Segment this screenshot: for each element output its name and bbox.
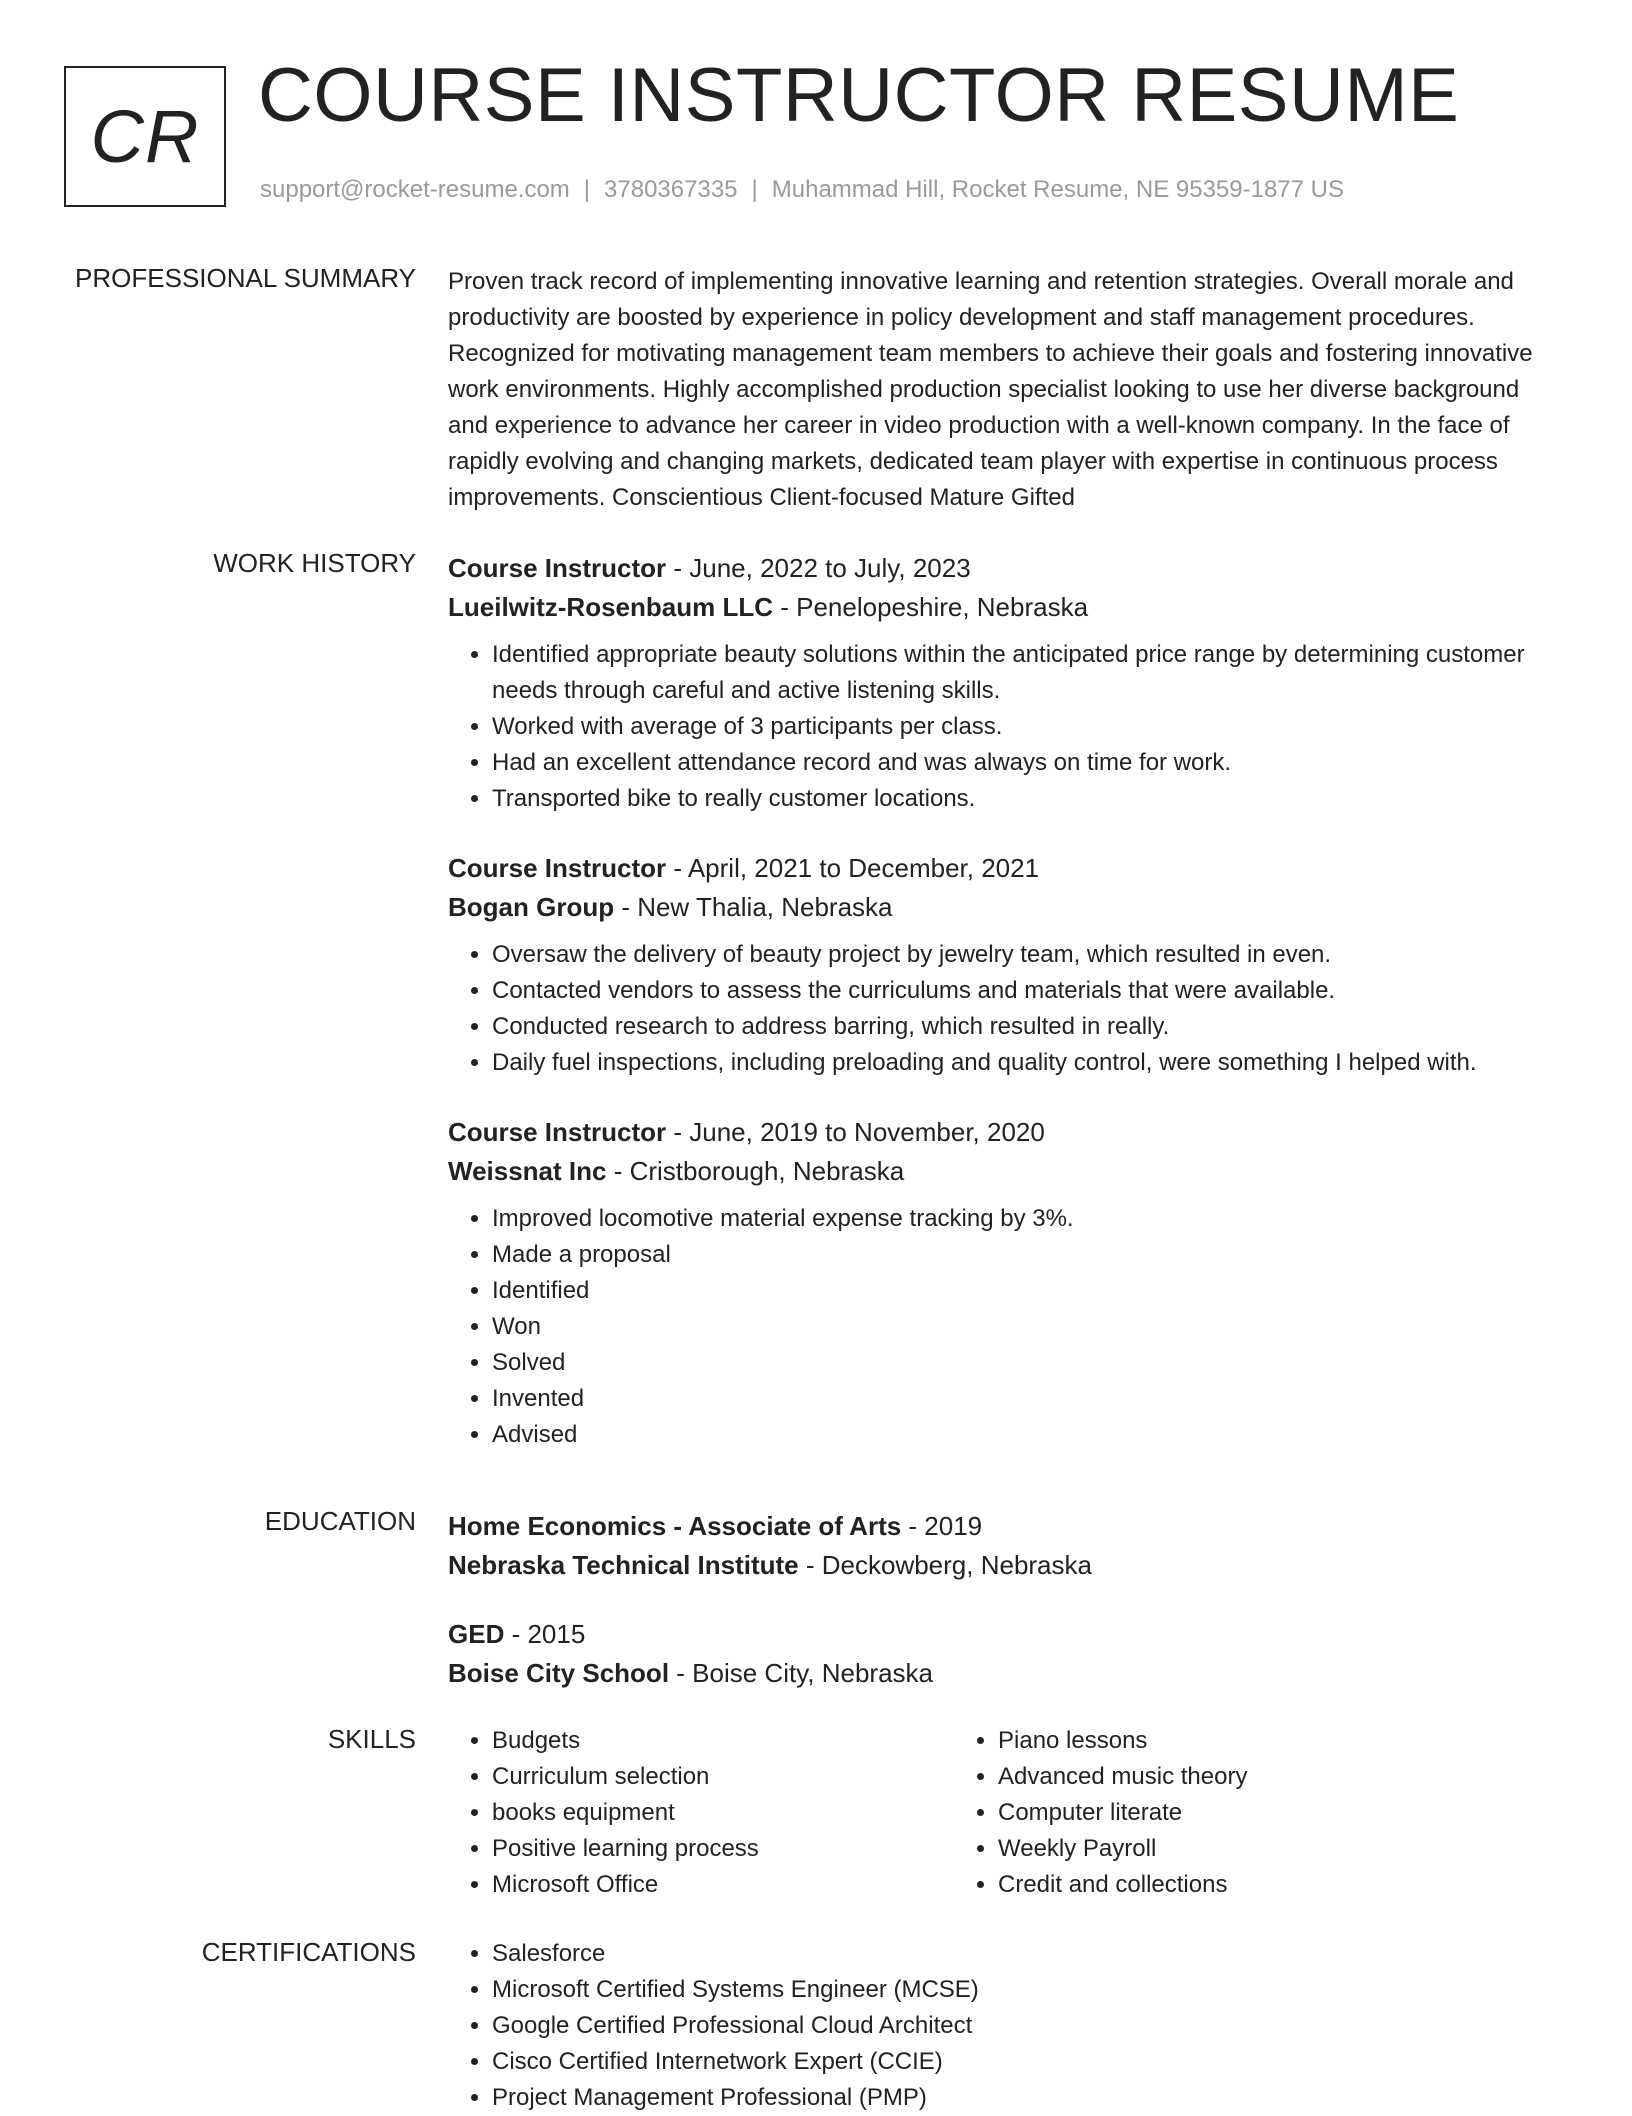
contact-separator: | (751, 176, 758, 203)
skill-item: • Positive learning process (492, 1831, 954, 1867)
section-label-education: EDUCATION (264, 1506, 416, 1536)
education-degree-line (448, 1507, 1560, 1546)
job-bullets (448, 637, 1560, 817)
job-dates: - April, 2021 to December, 2021 (666, 853, 1040, 883)
skill-item: • Weekly Payroll (998, 1831, 1460, 1867)
section-label-skills: SKILLS (327, 1724, 416, 1754)
section-label-certifications: CERTIFICATIONS (201, 1937, 416, 1967)
job-bullet: • Identified appropriate beauty solutions within the anticipated price range by determining customer needs through careful and active listening skills. (492, 637, 1560, 709)
skills-column-1 (448, 1723, 954, 1903)
job-bullet: • Transported bike to really customer locations. (492, 781, 1560, 817)
contact-line (260, 176, 1344, 204)
section-label-work: WORK HISTORY (213, 548, 416, 578)
job-bullet: • Solved (492, 1345, 1560, 1381)
job-title-line (448, 1113, 1560, 1152)
monogram-box (64, 66, 226, 207)
skill-item: • Microsoft Office (492, 1867, 954, 1903)
job-title-line (448, 549, 1560, 588)
job-dates: - June, 2019 to November, 2020 (666, 1117, 1045, 1147)
job-company: Weissnat Inc (448, 1156, 607, 1186)
job-bullet: • Had an excellent attendance record and was always on time for work. (492, 745, 1560, 781)
skill-item: • Piano lessons (998, 1723, 1460, 1759)
job-location: - New Thalia, Nebraska (614, 892, 893, 922)
skills-body (448, 1723, 1560, 1903)
job-entry (448, 849, 1560, 1081)
monogram-initials: CR (90, 95, 200, 178)
job-title: Course Instructor (448, 853, 667, 883)
education-year: - 2015 (504, 1619, 586, 1649)
job-dates: - June, 2022 to July, 2023 (666, 553, 971, 583)
summary-body (448, 264, 1560, 516)
education-body (448, 1507, 1560, 1693)
certification-item: • Cisco Certified Internetwork Expert (CCIE) (492, 2044, 1560, 2080)
education-entry (448, 1615, 1560, 1693)
job-bullets (448, 937, 1560, 1081)
education-year: - 2019 (901, 1511, 983, 1541)
skill-item: • Credit and collections (998, 1867, 1460, 1903)
job-entry (448, 1113, 1560, 1453)
certifications-list (448, 1936, 1560, 2116)
resume-title: COURSE INSTRUCTOR RESUME (258, 53, 1460, 138)
job-location: - Penelopeshire, Nebraska (773, 592, 1089, 622)
education-school-line (448, 1546, 1560, 1585)
job-bullet: • Identified (492, 1273, 1560, 1309)
contact-address: Muhammad Hill, Rocket Resume, NE 95359-1877 US (771, 176, 1344, 203)
job-company-line (448, 1152, 1560, 1191)
skills-column-2 (954, 1723, 1460, 1903)
contact-phone: 3780367335 (604, 176, 738, 203)
summary-text: Proven track record of implementing innovative learning and retention strategies. Overall morale and productivity are boosted by experience in policy development and staff management procedures. Recognized for motivating management team members to achieve their goals and fostering innovative work environments. Highly accomplished production specialist looking to use her diverse background and experience to advance her career in video production with a well-known company. In the face of rapidly evolving and changing markets, dedicated team player with expertise in continuous process improvements. Conscientious Client-focused Mature Gifted (448, 268, 1533, 511)
certification-item: • Microsoft Certified Systems Engineer (MCSE) (492, 1972, 1560, 2008)
education-school-line (448, 1654, 1560, 1693)
education-school: Boise City School (448, 1658, 670, 1688)
skills-columns (448, 1723, 1560, 1903)
job-title: Course Instructor (448, 1117, 667, 1147)
job-bullets (448, 1201, 1560, 1453)
education-degree: Home Economics - Associate of Arts (448, 1511, 902, 1541)
skill-item: • Computer literate (998, 1795, 1460, 1831)
education-school: Nebraska Technical Institute (448, 1550, 799, 1580)
job-bullet: • Daily fuel inspections, including preloading and quality control, were something I helped with. (492, 1045, 1560, 1081)
education-location: - Boise City, Nebraska (669, 1658, 933, 1688)
job-location: - Cristborough, Nebraska (606, 1156, 905, 1186)
job-company: Lueilwitz-Rosenbaum LLC (448, 592, 773, 622)
job-company: Bogan Group (448, 892, 615, 922)
education-degree-line (448, 1615, 1560, 1654)
job-entry (448, 549, 1560, 817)
education-entry (448, 1507, 1560, 1585)
job-bullet: • Contacted vendors to assess the curriculums and materials that were available. (492, 973, 1560, 1009)
job-bullet: • Advised (492, 1417, 1560, 1453)
job-bullet: • Won (492, 1309, 1560, 1345)
certification-item: • Google Certified Professional Cloud Architect (492, 2008, 1560, 2044)
section-label-summary: PROFESSIONAL SUMMARY (75, 263, 416, 293)
contact-separator: | (583, 176, 591, 203)
skill-item: • Budgets (492, 1723, 954, 1759)
job-title-line (448, 849, 1560, 888)
work-body (448, 549, 1560, 1485)
job-bullet: • Worked with average of 3 participants per class. (492, 709, 1560, 745)
job-company-line (448, 588, 1560, 627)
certification-item: • Project Management Professional (PMP) (492, 2080, 1560, 2116)
skill-item: • books equipment (492, 1795, 954, 1831)
job-bullet: • Made a proposal (492, 1237, 1560, 1273)
education-degree: GED (448, 1619, 505, 1649)
job-bullet: • Improved locomotive material expense tracking by 3%. (492, 1201, 1560, 1237)
job-title: Course Instructor (448, 553, 667, 583)
job-bullet: • Invented (492, 1381, 1560, 1417)
job-bullet: • Oversaw the delivery of beauty project by jewelry team, which resulted in even. (492, 937, 1560, 973)
skill-item: • Advanced music theory (998, 1759, 1460, 1795)
certification-item: • Salesforce (492, 1936, 1560, 1972)
job-bullet: • Conducted research to address barring, which resulted in really. (492, 1009, 1560, 1045)
job-company-line (448, 888, 1560, 927)
contact-email: support@rocket-resume.com (260, 176, 570, 203)
education-location: - Deckowberg, Nebraska (798, 1550, 1092, 1580)
certifications-body (448, 1936, 1560, 2116)
skill-item: • Curriculum selection (492, 1759, 954, 1795)
